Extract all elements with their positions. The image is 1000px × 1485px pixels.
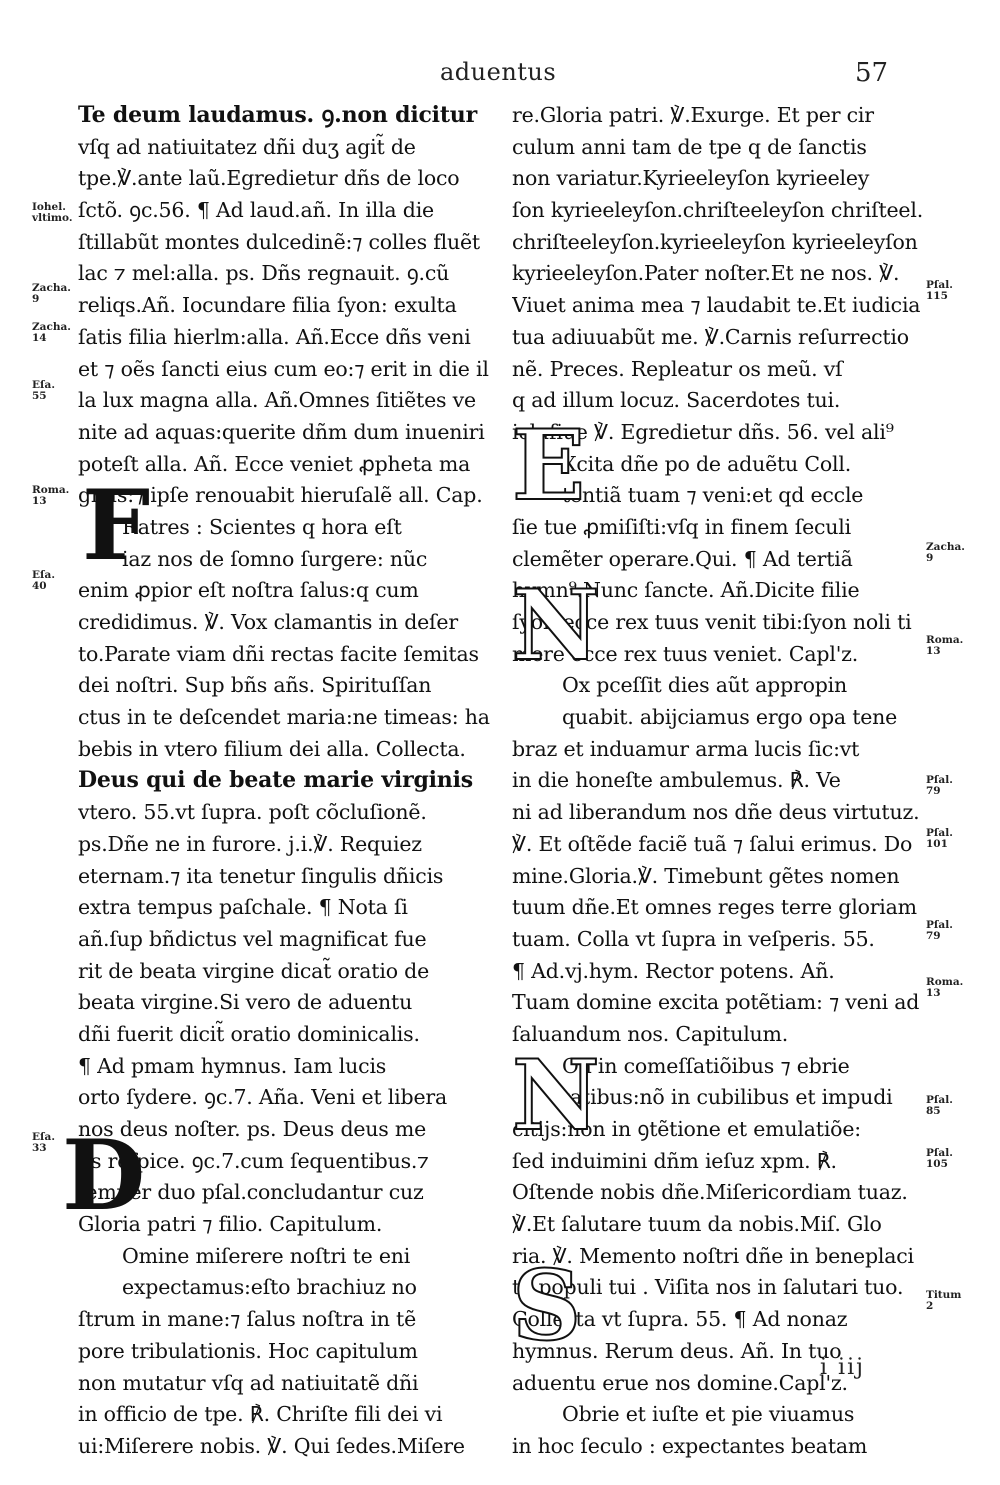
text-line: orto ſydere. ꝯc.7. Aña. Veni et libera [78,1085,447,1110]
margin-reference: Pſal. 115 [926,279,953,302]
text-line: kyrieeleyſon.Pater noſter.Et ne nos. ℣. [512,261,900,286]
text-line: non mutatur vſq ad natiuitatẽ dñi [78,1370,419,1395]
text-line: mere ecce rex tuus veniet. Capl'z. [512,641,859,666]
text-line: ſie tue ꝓmiſiſti:vſq in finem ſeculi [512,514,852,539]
text-line: hymn⁹.Nunc ſancte. Añ.Dicite filie [512,578,860,603]
text-line: enim ꝓpior eſt noſtra ſalus:q cum [78,578,419,603]
text-line: iaz nos de ſomno ſurgere: nũc [122,546,428,571]
text-line: nẽ. Preces. Repleatur os meũ. vſ [512,356,843,381]
text-line: añ.ſup bñdictus vel magnificat fue [78,926,427,951]
text-line: ¶ Ad pmam hymnus. Iam lucis [78,1053,387,1078]
text-line: dñi fuerit dicit̃ oratio dominicalis. [78,1021,420,1046]
margin-reference: Pſal. 79 [926,919,953,942]
margin-reference: Roma. 13 [926,976,964,999]
decorated-initial: N [512,1039,600,1152]
margin-reference: Eſa. 33 [32,1131,55,1154]
text-line: culum anni tam de tpe q de ſanctis [512,134,867,159]
left-text-column [78,100,493,1463]
margin-reference: Zacha. 14 [32,321,71,344]
text-line: Te deum laudamus. ꝯ.non dicitur [78,102,477,128]
text-line: ſemper duo pſal.concludantur cuz [78,1180,424,1205]
text-line: ſed induimini dñm ieſuz xpm. ℟. [512,1148,837,1173]
margin-reference: Roma. 13 [926,634,964,657]
text-line: bebis in vtero filium dei alla. Collecta. [78,736,466,761]
text-line: tpe.℣.ante laũ.Egredietur dñs de loco [78,166,460,191]
text-line: lac ⁊ mel:alla. ps. Dñs regnauit. ꝯ.cũ [78,261,450,286]
text-line: credidimus. ℣. Vox clamantis in deſer [78,610,458,634]
text-line: Collecta vt ſupra. 55. ¶ Ad nonaz [512,1307,848,1332]
text-line: eternam.⁊ ita tenetur ſingulis dñicis [78,863,444,888]
margin-reference: Pſal. 85 [926,1094,953,1117]
margin-reference: Titum 2 [926,1289,962,1312]
text-line: Gloria patri ⁊ filio. Capitulum. [78,1212,383,1237]
text-line: On in comeſſatiõibus ⁊ ebrie [562,1053,850,1078]
text-line: ui:Miſerere nobis. ℣. Qui ſedes.Miſere [78,1433,465,1458]
margin-reference: Pſal. 101 [926,827,953,850]
margin-reference: Iohel. vltimo. [32,201,73,224]
text-line: Obrie et iuſte et pie viuamus [562,1402,855,1427]
text-line: ctus in te deſcendet maria:ne timeas: ha [78,705,490,730]
running-head: aduentus [440,58,557,86]
text-line: vſq ad natiuitatez dñi duʒ agit̃ de [78,134,416,159]
text-line: Omine miſerere noſtri te eni [122,1243,411,1268]
text-line: ℣.Et ſalutare tuum da nobis.Miſ. Glo [512,1212,882,1237]
decorated-initial: N [512,569,600,682]
text-line: citijs:non in ꝯtẽtione et emulatiõe: [512,1117,861,1141]
text-line: ſtillabũt montes dulcedinẽ:⁊ colles fluẽt [78,229,480,254]
text-line: re.Gloria patri. ℣.Exurge. Et per cir [512,103,874,127]
text-line: quabit. abijciamus ergo opa tene [562,705,898,730]
page-number: 57 [855,58,889,88]
signature-mark: i iij [820,1355,865,1380]
decorated-initial: F [82,469,151,582]
text-line: ſatis filia hierlm:alla. Añ.Ecce dñs veni [78,324,471,349]
text-line: mine.Gloria.℣. Timebunt gẽtes nomen [512,863,900,888]
text-line: ſon kyrieeleyſon.chriſteeleyſon chriſteel. [512,198,924,223]
text-line: aduentu erue nos domine.Capl'z. [512,1370,848,1395]
text-line: Ratres : Scientes q hora eſt [122,514,402,539]
text-line: tuum dñe.Et omnes reges terre gloriam [512,895,917,920]
text-line: chriſteeleyſon.kyrieeleyſon kyrieeleyſon [512,229,918,254]
margin-reference: Zacha. 9 [32,282,71,305]
text-line: ſaluandum nos. Capitulum. [512,1021,789,1046]
margin-reference: Eſa. 40 [32,569,55,592]
text-line: vtero. 55.vt ſupra. poſt cõcluſionẽ. [78,800,427,825]
text-line: in die honeſte ambulemus. ℟. Ve [512,768,841,793]
text-line: clemẽter operare.Qui. ¶ Ad tertiã [512,546,853,571]
text-line: to.Parate viam dñi rectas facite ſemitas [78,641,479,666]
text-line: dei noſtri. Sup bñs añs. Spirituſſan [78,673,432,698]
text-line: in hoc ſeculo : expectantes beatam [512,1433,868,1458]
text-line: ſyon:ecce rex tuus venit tibi:ſyon noli ti [512,610,912,634]
text-line: gnus:⁊ ipſe renouabit hieruſalẽ all. Cap. [78,483,483,508]
text-line: Ox pceſſit dies aũt appropin [562,673,848,698]
text-line: expectamus:eſto brachiuz no [122,1275,417,1300]
margin-reference: Pſal. 79 [926,774,953,797]
margin-reference: Zacha. 9 [926,541,965,564]
text-line: tua adiuuabũt me. ℣.Carnis reſurrectio [512,324,909,349]
decorated-initial: E [512,409,586,522]
decorated-initial: S [512,1249,582,1362]
text-line: ſtrum in mane:⁊ ſalus noſtra in tẽ [78,1307,417,1332]
text-line: Xcita dñe po de aduẽtu Coll. [562,451,852,476]
text-line: la lux magna alla. Añ.Omnes ſitiẽtes ve [78,388,476,413]
text-line: Deus qui de beate marie virginis [78,767,473,794]
text-line: Viuet anima mea ⁊ laudabit te.Et iudicia [512,293,921,318]
text-line: Tuam domine excita potẽtiam: ⁊ veni ad [512,990,920,1015]
text-line: in officio de tpe. ℟. Chriſte fili dei vi [78,1402,443,1427]
text-line: nite ad aquas:querite dñm dum inueniri [78,419,485,444]
text-line: hymnus. Rerum deus. Añ. In tuo [512,1338,842,1363]
text-line: ℣. Et oſtẽde faciẽ tuã ⁊ ſalui erimus. Do [512,831,913,856]
text-line: us reſpice. ꝯc.7.cum ſequentibus.⁊ [78,1148,429,1173]
text-line: poteſt alla. Añ. Ecce veniet ꝓpheta ma [78,451,471,476]
text-line: reliqs.Añ. Iocundare filia ſyon: exulta [78,293,457,318]
text-line: icluſiue ℣. Egredietur dñs. 56. vel ali⁹ [512,419,894,444]
text-line: pore tribulationis. Hoc capitulum [78,1338,418,1363]
decorated-initial: D [62,1119,146,1232]
text-line: ni ad liberandum nos dñe deus virtutuz. [512,800,920,825]
text-line: rit de beata virgine dicat̃ oratio de [78,958,430,983]
text-line: ps.Dñe ne in furore. j.i.℣. Requiez [78,831,422,856]
text-line: braz et induamur arma lucis ſic:vt [512,736,860,761]
text-line: nos deus noſter. ps. Deus deus me [78,1117,427,1141]
margin-reference: Pſal. 105 [926,1147,953,1170]
text-line: tatibus:nõ in cubilibus et impudi [562,1085,893,1110]
text-line: Oſtende nobis dñe.Miſericordiam tuaz. [512,1180,908,1205]
text-line: beata virgine.Si vero de aduentu [78,990,413,1015]
text-line: ria. ℣. Memento noſtri dñe in beneplaci [512,1243,914,1268]
margin-reference: Eſa. 55 [32,379,55,402]
text-line: tentiã tuam ⁊ veni:et qd eccle [562,483,864,508]
text-line: tuam. Colla vt ſupra in veſperis. 55. [512,926,875,951]
text-line: to populi tui . Viſita nos in ſalutari tuo. [512,1275,904,1300]
text-line: non variatur.Kyrieeleyſon kyrieeley [512,166,870,191]
text-line: ſctõ. ꝯc.56. ¶ Ad laud.añ. In illa die [78,198,434,223]
margin-reference: Roma. 13 [32,484,70,507]
text-line: q ad illum locuz. Sacerdotes tui. [512,388,841,413]
text-line: et ⁊ oẽs ſancti eius cum eo:⁊ erit in die il [78,356,489,381]
text-line: extra tempus paſchale. ¶ Nota ſi [78,895,408,920]
text-line: ¶ Ad.vj.hym. Rector potens. Añ. [512,958,835,983]
